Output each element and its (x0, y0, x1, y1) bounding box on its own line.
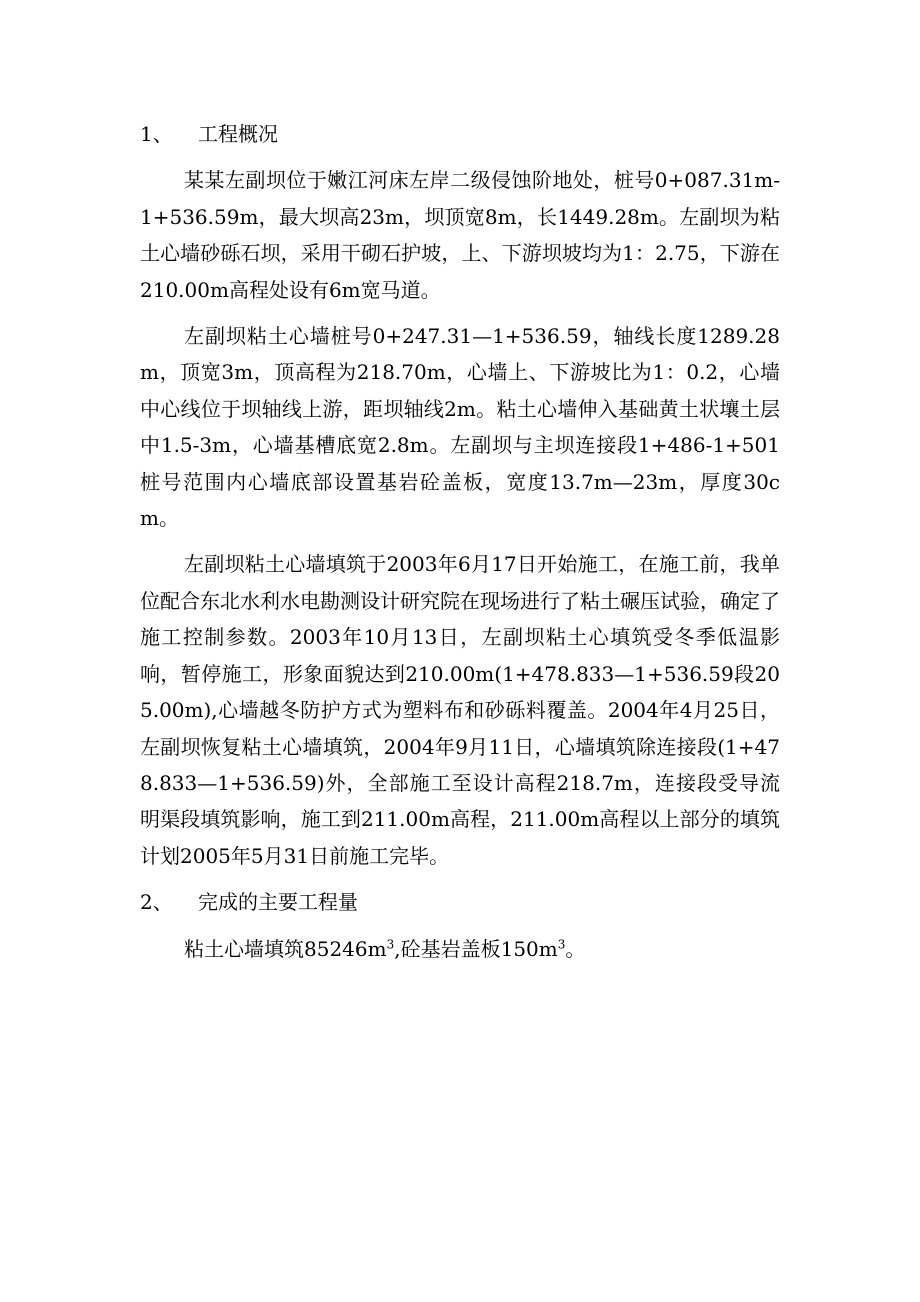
paragraph-overview-1: 某某左副坝位于嫩江河床左岸二级侵蚀阶地处，桩号0+087.31m-1+536.59m，最大坝高23m，坝顶宽8m，长1449.28m。左副坝为粘土心墙砂砾石坝，采用干砌石护坡，上、下游坝坡均为1：2.75，下游在210.00m高程处设有6m宽马道。 (140, 168, 780, 302)
clay-fill-unit-exponent: 3 (386, 936, 395, 951)
document-body (140, 116, 780, 967)
slab-volume: ,砼基岩盖板150m (394, 936, 558, 961)
section-2-title: 完成的主要工程量 (198, 890, 358, 915)
paragraph-overview-2: 左副坝粘土心墙桩号0+247.31—1+536.59，轴线长度1289.28m，顶宽3m，顶高程为218.70m，心墙上、下游坡比为1：0.2，心墙中心线位于坝轴线上游，距坝轴线2m。粘土心墙伸入基础黄土状壤土层中1.5-3m，心墙基槽底宽2.8m。左副坝与主坝连接段1+486-1+501桩号范围内心墙底部设置基岩砼盖板，宽度13.7m—23m，厚度30cm。 (140, 324, 780, 531)
paragraph-quantities (140, 931, 780, 967)
section-1-number: 1、 (140, 122, 173, 146)
section-2-heading (140, 884, 780, 920)
clay-fill-volume: 粘土心墙填筑85246m (184, 936, 387, 961)
quantities-end-punct: 。 (565, 936, 586, 961)
section-1-title: 工程概况 (198, 122, 278, 146)
paragraph-overview-3: 左副坝粘土心墙填筑于2003年6月17日开始施工，在施工前，我单位配合东北水利水电勘测设计研究院在现场进行了粘土碾压试验，确定了施工控制参数。2003年10月13日，左副坝粘土心填筑受冬季低温影响，暂停施工，形象面貌达到210.00m(1+478.833—1+536.59段205.00m),心墙越冬防护方式为塑料布和砂砾料覆盖。2004年4月25日，左副坝恢复粘土心墙填筑，2004年9月11日，心墙填筑除连接段(1+478.833—1+536.59)外，全部施工至设计高程218.7m，连接段受导流明渠段填筑影响，施工到211.00m高程，211.00m高程以上部分的填筑计划2005年5月31日前施工完毕。 (140, 552, 780, 868)
section-1-heading (140, 116, 780, 152)
section-2-number: 2、 (140, 890, 173, 915)
slab-unit-exponent: 3 (557, 936, 566, 951)
